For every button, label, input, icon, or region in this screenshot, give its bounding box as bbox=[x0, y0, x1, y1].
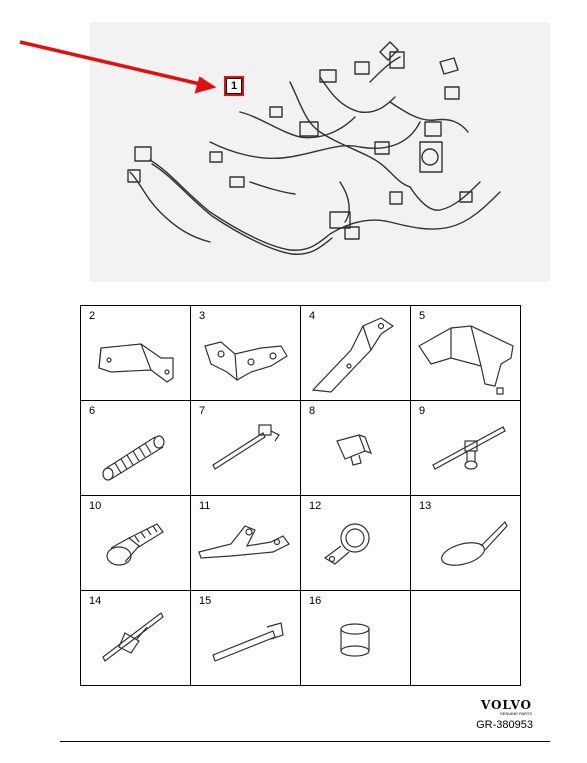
part-number: 14 bbox=[89, 595, 102, 607]
part-cell-3 bbox=[191, 306, 301, 401]
flange-bolt-icon bbox=[81, 496, 190, 590]
part-number: 13 bbox=[419, 500, 432, 512]
corrugated-sleeve-icon bbox=[81, 401, 190, 495]
part-cell-4 bbox=[301, 306, 411, 401]
part-cell-9 bbox=[411, 401, 521, 496]
volvo-logo: VOLVO bbox=[480, 698, 532, 712]
plug-cap-icon bbox=[301, 591, 410, 685]
part-cell-6 bbox=[81, 401, 191, 496]
part-cell-12 bbox=[301, 496, 411, 591]
callout-box-1 bbox=[224, 76, 244, 96]
part-number: 8 bbox=[309, 405, 316, 417]
strap-tie-icon bbox=[191, 591, 300, 685]
part-number: 12 bbox=[309, 500, 322, 512]
part-cell-13 bbox=[411, 496, 521, 591]
part-cell-15 bbox=[191, 591, 301, 686]
part-cell-2 bbox=[81, 306, 191, 401]
part-cell-14 bbox=[81, 591, 191, 686]
edge-clip-tie-icon bbox=[81, 591, 190, 685]
part-number: 7 bbox=[199, 405, 206, 417]
harness-bracket-icon bbox=[191, 306, 300, 400]
part-cell-16 bbox=[301, 591, 411, 686]
brand-block bbox=[470, 698, 532, 716]
long-bracket-icon bbox=[301, 306, 410, 400]
callout-number: 1 bbox=[226, 78, 242, 94]
part-number: 5 bbox=[419, 310, 426, 322]
part-cell-7 bbox=[191, 401, 301, 496]
push-in-cable-tie-icon bbox=[191, 401, 300, 495]
part-cell-11 bbox=[191, 496, 301, 591]
harness-holder-icon bbox=[191, 496, 300, 590]
part-number: 3 bbox=[199, 310, 206, 322]
part-number: 10 bbox=[89, 500, 102, 512]
cable-tie-icon bbox=[411, 496, 520, 590]
bracket-icon bbox=[81, 306, 190, 400]
clip-connector-icon bbox=[301, 401, 410, 495]
callout-arrow bbox=[0, 0, 240, 100]
part-number: 6 bbox=[89, 405, 96, 417]
part-cell-8 bbox=[301, 401, 411, 496]
part-cell-10 bbox=[81, 496, 191, 591]
part-number: 16 bbox=[309, 595, 322, 607]
footer-divider bbox=[60, 741, 550, 742]
reference-code: GR-380953 bbox=[476, 719, 533, 731]
part-number: 11 bbox=[199, 500, 211, 512]
cable-tie-clip-icon bbox=[411, 401, 520, 495]
part-number: 4 bbox=[309, 310, 316, 322]
genuine-parts-label: GENUINE PARTS bbox=[499, 711, 532, 716]
part-cell-empty bbox=[411, 591, 521, 686]
part-number: 9 bbox=[419, 405, 426, 417]
mounting-frame-icon bbox=[411, 306, 520, 400]
part-cell-5 bbox=[411, 306, 521, 401]
parts-grid bbox=[80, 305, 521, 686]
part-number: 15 bbox=[199, 595, 212, 607]
part-number: 2 bbox=[89, 310, 96, 322]
p-clamp-icon bbox=[301, 496, 410, 590]
